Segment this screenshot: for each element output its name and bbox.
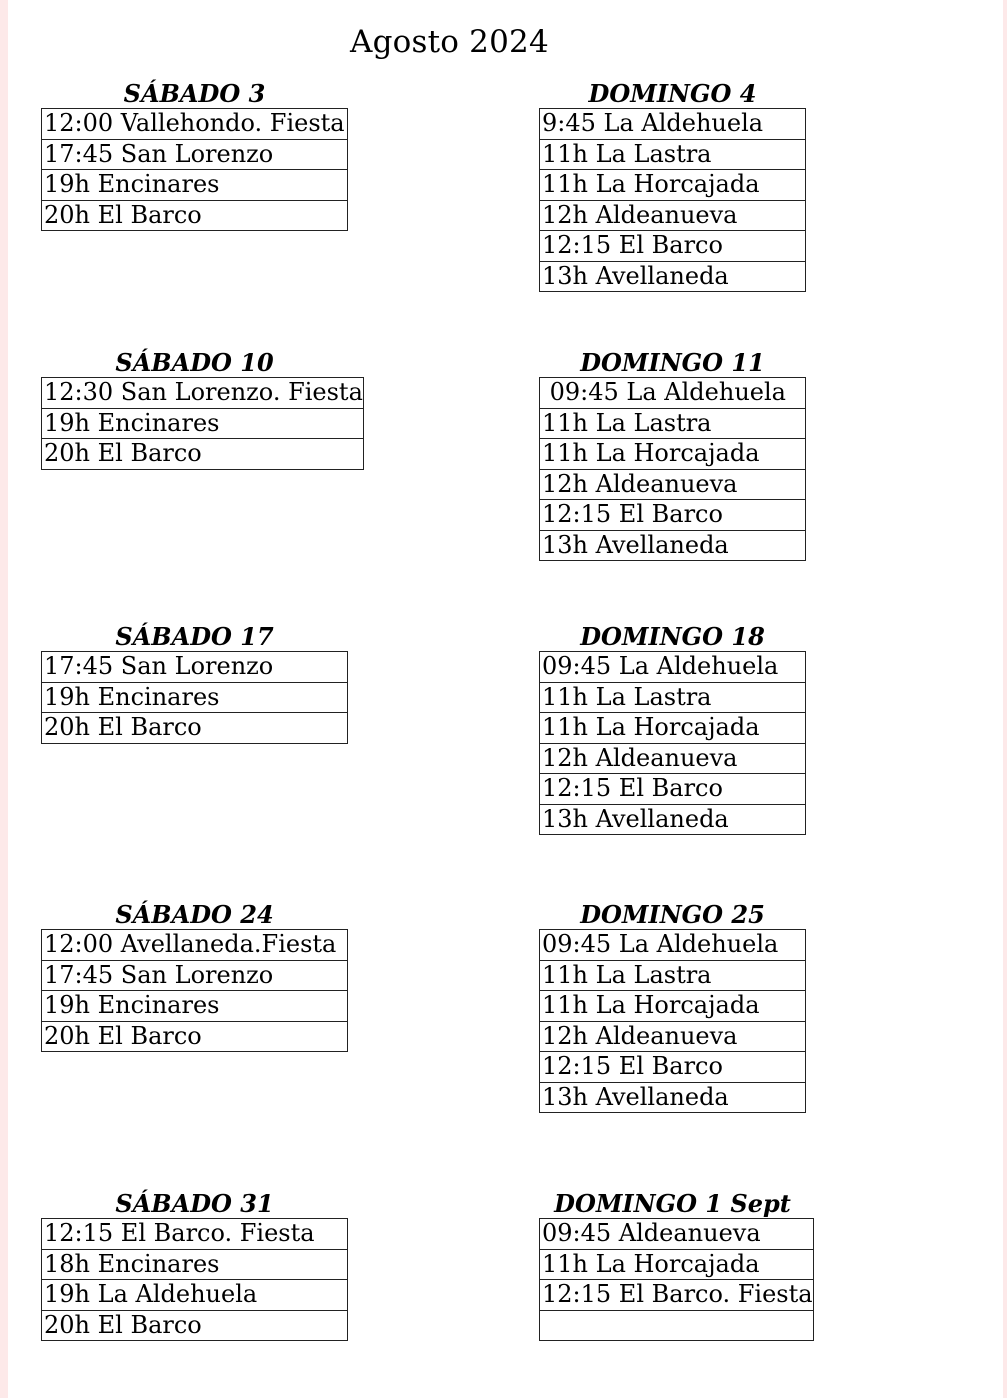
mass-entry: 19h Encinares (42, 408, 364, 439)
mass-entry-empty (540, 1310, 814, 1341)
page-edge-right (1003, 0, 1007, 1398)
saturday-heading: SÁBADO 3 (123, 79, 266, 108)
saturday-heading: SÁBADO 24 (115, 900, 274, 929)
mass-entry: 20h El Barco (42, 713, 348, 744)
table-row (540, 743, 806, 774)
table-row (42, 408, 364, 439)
mass-entry: 12:15 El Barco. Fiesta (540, 1280, 814, 1311)
sunday-heading: DOMINGO 1 Sept (554, 1189, 791, 1218)
sunday-block (539, 623, 806, 835)
table-row (42, 960, 348, 991)
table-row (540, 408, 806, 439)
mass-entry: 11h La Horcajada (540, 713, 806, 744)
mass-entry: 11h La Horcajada (540, 439, 806, 470)
mass-entry: 12:15 El Barco. Fiesta (42, 1219, 348, 1250)
table-row (540, 170, 806, 201)
mass-entry: 20h El Barco (42, 1021, 348, 1052)
table-row (540, 1310, 814, 1341)
mass-entry: 17:45 San Lorenzo (42, 139, 348, 170)
table-row (42, 139, 348, 170)
mass-entry: 11h La Lastra (540, 960, 806, 991)
sunday-block (539, 349, 806, 561)
mass-entry: 19h Encinares (42, 682, 348, 713)
table-row (42, 1249, 348, 1280)
mass-entry: 12h Aldeanueva (540, 1021, 806, 1052)
table-row (42, 682, 348, 713)
mass-entry: 20h El Barco (42, 1310, 348, 1341)
table-row (42, 1219, 348, 1250)
table-row (540, 139, 806, 170)
mass-entry: 12:15 El Barco (540, 1052, 806, 1083)
table-row (42, 652, 348, 683)
mass-entry: 12:15 El Barco (540, 500, 806, 531)
table-row (42, 170, 348, 201)
saturday-schedule-table (41, 108, 348, 231)
table-row (540, 378, 806, 409)
mass-entry: 19h La Aldehuela (42, 1280, 348, 1311)
table-row (540, 261, 806, 292)
table-row (540, 1082, 806, 1113)
table-row (42, 200, 348, 231)
table-row (42, 439, 364, 470)
sunday-heading: DOMINGO 11 (580, 348, 765, 377)
table-row (540, 682, 806, 713)
saturday-heading: SÁBADO 17 (115, 622, 274, 651)
saturday-schedule-table (41, 651, 348, 744)
mass-entry: 20h El Barco (42, 439, 364, 470)
sunday-schedule-table (539, 929, 806, 1113)
mass-entry: 19h Encinares (42, 170, 348, 201)
sunday-heading: DOMINGO 4 (588, 79, 757, 108)
mass-entry: 11h La Horcajada (540, 1249, 814, 1280)
table-row (540, 1249, 814, 1280)
sunday-heading: DOMINGO 25 (580, 900, 765, 929)
sunday-schedule-table (539, 108, 806, 292)
mass-entry: 11h La Lastra (540, 408, 806, 439)
table-row (42, 378, 364, 409)
table-row (540, 200, 806, 231)
table-row (540, 1021, 806, 1052)
table-row (540, 231, 806, 262)
mass-entry: 12:15 El Barco (540, 774, 806, 805)
sunday-block (539, 901, 806, 1113)
table-row (540, 652, 806, 683)
sunday-schedule-table (539, 1218, 814, 1341)
mass-entry: 13h Avellaneda (540, 261, 806, 292)
table-row (540, 1280, 814, 1311)
page-title: Agosto 2024 (350, 24, 549, 60)
saturday-heading: SÁBADO 10 (115, 348, 274, 377)
saturday-block (41, 901, 348, 1052)
mass-entry: 17:45 San Lorenzo (42, 652, 348, 683)
table-row (540, 930, 806, 961)
sunday-block (539, 1189, 813, 1341)
mass-entry: 09:45 La Aldehuela (540, 652, 806, 683)
table-row (540, 991, 806, 1022)
table-row (540, 1052, 806, 1083)
table-row (540, 1219, 814, 1250)
table-row (42, 991, 348, 1022)
mass-entry: 11h La Lastra (540, 682, 806, 713)
mass-entry: 09:45 Aldeanueva (540, 1219, 814, 1250)
sunday-schedule-table (539, 377, 806, 561)
mass-entry: 17:45 San Lorenzo (42, 960, 348, 991)
sunday-heading: DOMINGO 18 (580, 622, 765, 651)
mass-entry: 9:45 La Aldehuela (540, 109, 806, 140)
mass-entry: 12:15 El Barco (540, 231, 806, 262)
sunday-schedule-table (539, 651, 806, 835)
mass-entry: 13h Avellaneda (540, 804, 806, 835)
mass-entry: 20h El Barco (42, 200, 348, 231)
saturday-schedule-table (41, 929, 348, 1052)
saturday-schedule-table (41, 377, 364, 470)
mass-entry: 09:45 La Aldehuela (540, 930, 806, 961)
table-row (42, 1280, 348, 1311)
table-row (540, 469, 806, 500)
table-row (42, 930, 348, 961)
mass-entry: 09:45 La Aldehuela (540, 378, 806, 409)
table-row (540, 804, 806, 835)
table-row (540, 530, 806, 561)
mass-entry: 11h La Horcajada (540, 991, 806, 1022)
table-row (42, 1021, 348, 1052)
mass-entry: 11h La Lastra (540, 139, 806, 170)
mass-entry: 11h La Horcajada (540, 170, 806, 201)
page-edge-left (0, 0, 8, 1398)
table-row (42, 1310, 348, 1341)
saturday-block (41, 348, 363, 470)
mass-entry: 12:30 San Lorenzo. Fiesta (42, 378, 364, 409)
table-row (540, 774, 806, 805)
table-row (540, 109, 806, 140)
mass-entry: 13h Avellaneda (540, 1082, 806, 1113)
mass-entry: 13h Avellaneda (540, 530, 806, 561)
saturday-block (41, 80, 348, 231)
saturday-schedule-table (41, 1218, 348, 1341)
saturday-block (41, 623, 348, 744)
table-row (540, 500, 806, 531)
table-row (540, 439, 806, 470)
mass-entry: 12h Aldeanueva (540, 469, 806, 500)
table-row (540, 960, 806, 991)
table-row (42, 713, 348, 744)
mass-entry: 12h Aldeanueva (540, 200, 806, 231)
mass-entry: 19h Encinares (42, 991, 348, 1022)
saturday-block (41, 1190, 348, 1341)
mass-entry: 12h Aldeanueva (540, 743, 806, 774)
mass-entry: 12:00 Avellaneda.Fiesta (42, 930, 348, 961)
saturday-heading: SÁBADO 31 (115, 1189, 274, 1218)
sunday-block (539, 80, 806, 292)
table-row (540, 713, 806, 744)
mass-entry: 12:00 Vallehondo. Fiesta (42, 109, 348, 140)
table-row (42, 109, 348, 140)
mass-entry: 18h Encinares (42, 1249, 348, 1280)
